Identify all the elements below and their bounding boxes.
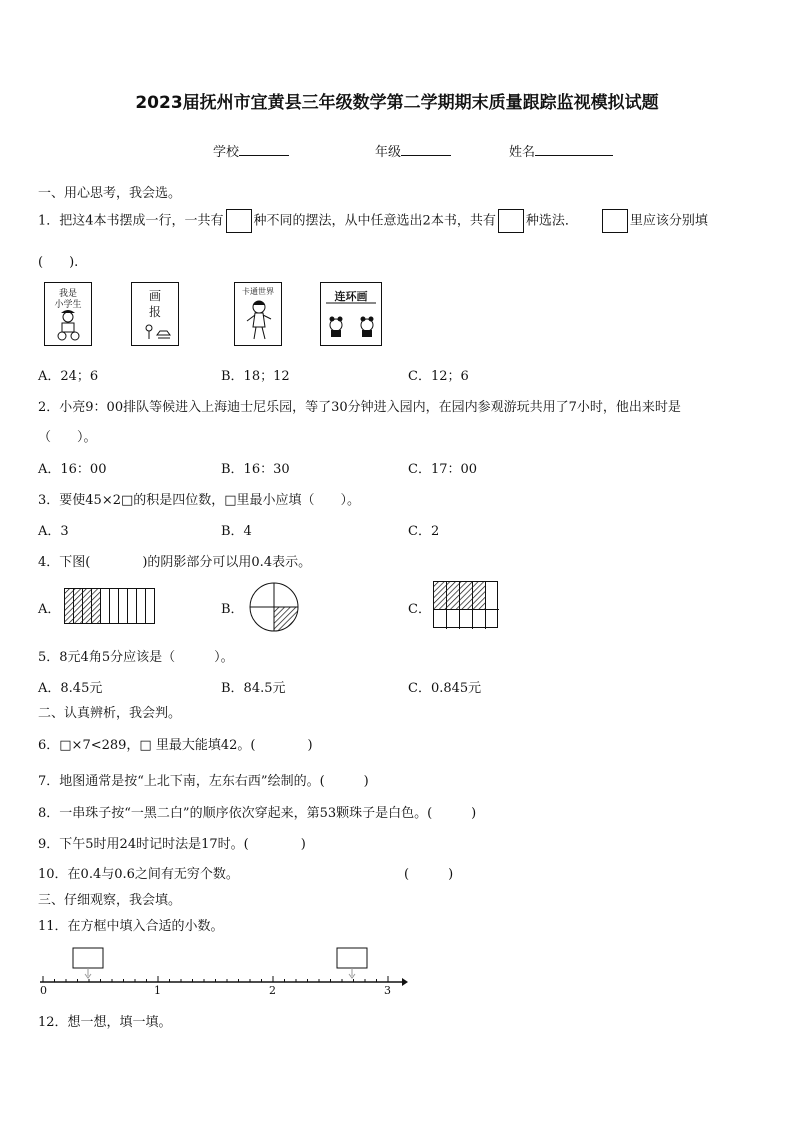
page-title: 2023届抚州市宜黄县三年级数学第二学期期末质量跟踪监视模拟试题 bbox=[135, 93, 659, 113]
q2-parens: （ ）。 bbox=[38, 430, 97, 445]
question-11-text: 11．在方框中填入合适的小数。 bbox=[38, 919, 224, 934]
q1-option-a[interactable]: A．24；6 bbox=[38, 369, 99, 384]
cartoon-girl-icon bbox=[235, 283, 281, 345]
q4-option-a[interactable]: A． bbox=[38, 602, 61, 617]
question-1-text bbox=[38, 209, 708, 234]
book-2-title-line-1: 画 bbox=[148, 289, 161, 303]
student-icon bbox=[45, 283, 91, 345]
q2-option-b[interactable]: B．16：30 bbox=[221, 462, 290, 477]
question-5-text: 5．8元4角5分应该是（ ）。 bbox=[38, 650, 234, 665]
q1-part-1: 1．把这4本书摆成一行，一共有 bbox=[38, 213, 224, 229]
book-3-title: 卡通世界 bbox=[242, 287, 274, 296]
tick-label-2: 2 bbox=[269, 984, 276, 997]
q1-part-3: 种选法． bbox=[525, 213, 578, 229]
question-6-text[interactable]: 6．□×7<289，□ 里最大能填42。( ) bbox=[38, 738, 313, 753]
panda-icon bbox=[321, 283, 381, 345]
q4-option-b[interactable]: B． bbox=[221, 602, 244, 617]
name-label: 姓名 bbox=[509, 145, 536, 160]
q10-answer-parens[interactable]: ( ) bbox=[404, 867, 454, 882]
answer-box-2[interactable] bbox=[498, 209, 524, 233]
book-card-1 bbox=[44, 282, 92, 346]
q2-option-c[interactable]: C．17：00 bbox=[408, 462, 478, 477]
q4-figure-a-strip bbox=[64, 588, 156, 624]
answer-box-3[interactable] bbox=[602, 209, 628, 233]
q4-figure-c-grid bbox=[433, 581, 499, 629]
q1-option-c[interactable]: C．12；6 bbox=[408, 369, 469, 384]
number-line-answer-box-2[interactable] bbox=[337, 948, 367, 968]
q3-option-b[interactable]: B．4 bbox=[221, 524, 252, 539]
question-2-text: 2．小亮9：00排队等候进入上海迪士尼乐园，等了30分钟进入园内，在园内参观游玩共用了7小时，他出来时是 bbox=[38, 400, 681, 415]
flower-icon bbox=[132, 283, 178, 345]
q5-option-c[interactable]: C．0.845元 bbox=[408, 681, 482, 696]
book-card-2 bbox=[131, 282, 179, 346]
tick-label-0: 0 bbox=[40, 984, 47, 997]
question-8-text[interactable]: 8．一串珠子按“一黑二白”的顺序依次穿起来，第53颗珠子是白色。( ) bbox=[38, 806, 477, 821]
book-1-title-line-2: 小学生 bbox=[54, 300, 82, 310]
number-line-answer-box-1[interactable] bbox=[73, 948, 103, 968]
q4-option-c[interactable]: C． bbox=[408, 602, 431, 617]
section-1-heading: 一、用心思考，我会选。 bbox=[38, 186, 182, 201]
book-card-4 bbox=[320, 282, 382, 346]
q5-option-b[interactable]: B．84.5元 bbox=[221, 681, 286, 696]
section-2-heading: 二、认真辨析，我会判。 bbox=[38, 706, 182, 721]
q1-part-2: 种不同的摆法，从中任意选出2本书，共有 bbox=[253, 213, 496, 229]
name-field[interactable] bbox=[509, 141, 613, 160]
book-1-title-line-1: 我是 bbox=[58, 289, 77, 299]
tick-label-3: 3 bbox=[384, 984, 391, 997]
school-field[interactable] bbox=[213, 141, 289, 160]
book-card-3 bbox=[234, 282, 282, 346]
q3-option-a[interactable]: A．3 bbox=[38, 524, 69, 539]
book-2-title-line-2: 报 bbox=[148, 305, 161, 319]
question-3-text: 3．要使45×2□的积是四位数，□里最小应填（ ）。 bbox=[38, 493, 361, 508]
q5-option-a[interactable]: A．8.45元 bbox=[38, 681, 103, 696]
grade-label: 年级 bbox=[375, 145, 402, 160]
grade-field[interactable] bbox=[375, 141, 451, 160]
q2-option-a[interactable]: A．16：00 bbox=[38, 462, 107, 477]
section-3-heading: 三、仔细观察，我会填。 bbox=[38, 893, 182, 908]
q3-option-c[interactable]: C．2 bbox=[408, 524, 440, 539]
answer-box-1[interactable] bbox=[226, 209, 252, 233]
question-12-text: 12．想一想，填一填。 bbox=[38, 1015, 172, 1030]
q1-option-b[interactable]: B．18；12 bbox=[221, 369, 290, 384]
q4-figure-b-circle bbox=[248, 581, 300, 633]
school-label: 学校 bbox=[213, 145, 240, 160]
q1-part-4: 里应该分别填 bbox=[629, 213, 708, 229]
question-10-text: 10．在0.4与0.6之间有无穷个数。 bbox=[38, 867, 239, 882]
question-9-text[interactable]: 9．下午5时用24时记时法是17时。( ) bbox=[38, 837, 306, 852]
question-7-text[interactable]: 7．地图通常是按“上北下南，左东右西”绘制的。( ) bbox=[38, 774, 369, 789]
tick-label-1: 1 bbox=[154, 984, 161, 997]
question-4-text: 4．下图( )的阴影部分可以用0.4表示。 bbox=[38, 555, 312, 570]
q1-parens: ( ). bbox=[38, 255, 79, 270]
book-4-title: 连环画 bbox=[334, 290, 368, 303]
